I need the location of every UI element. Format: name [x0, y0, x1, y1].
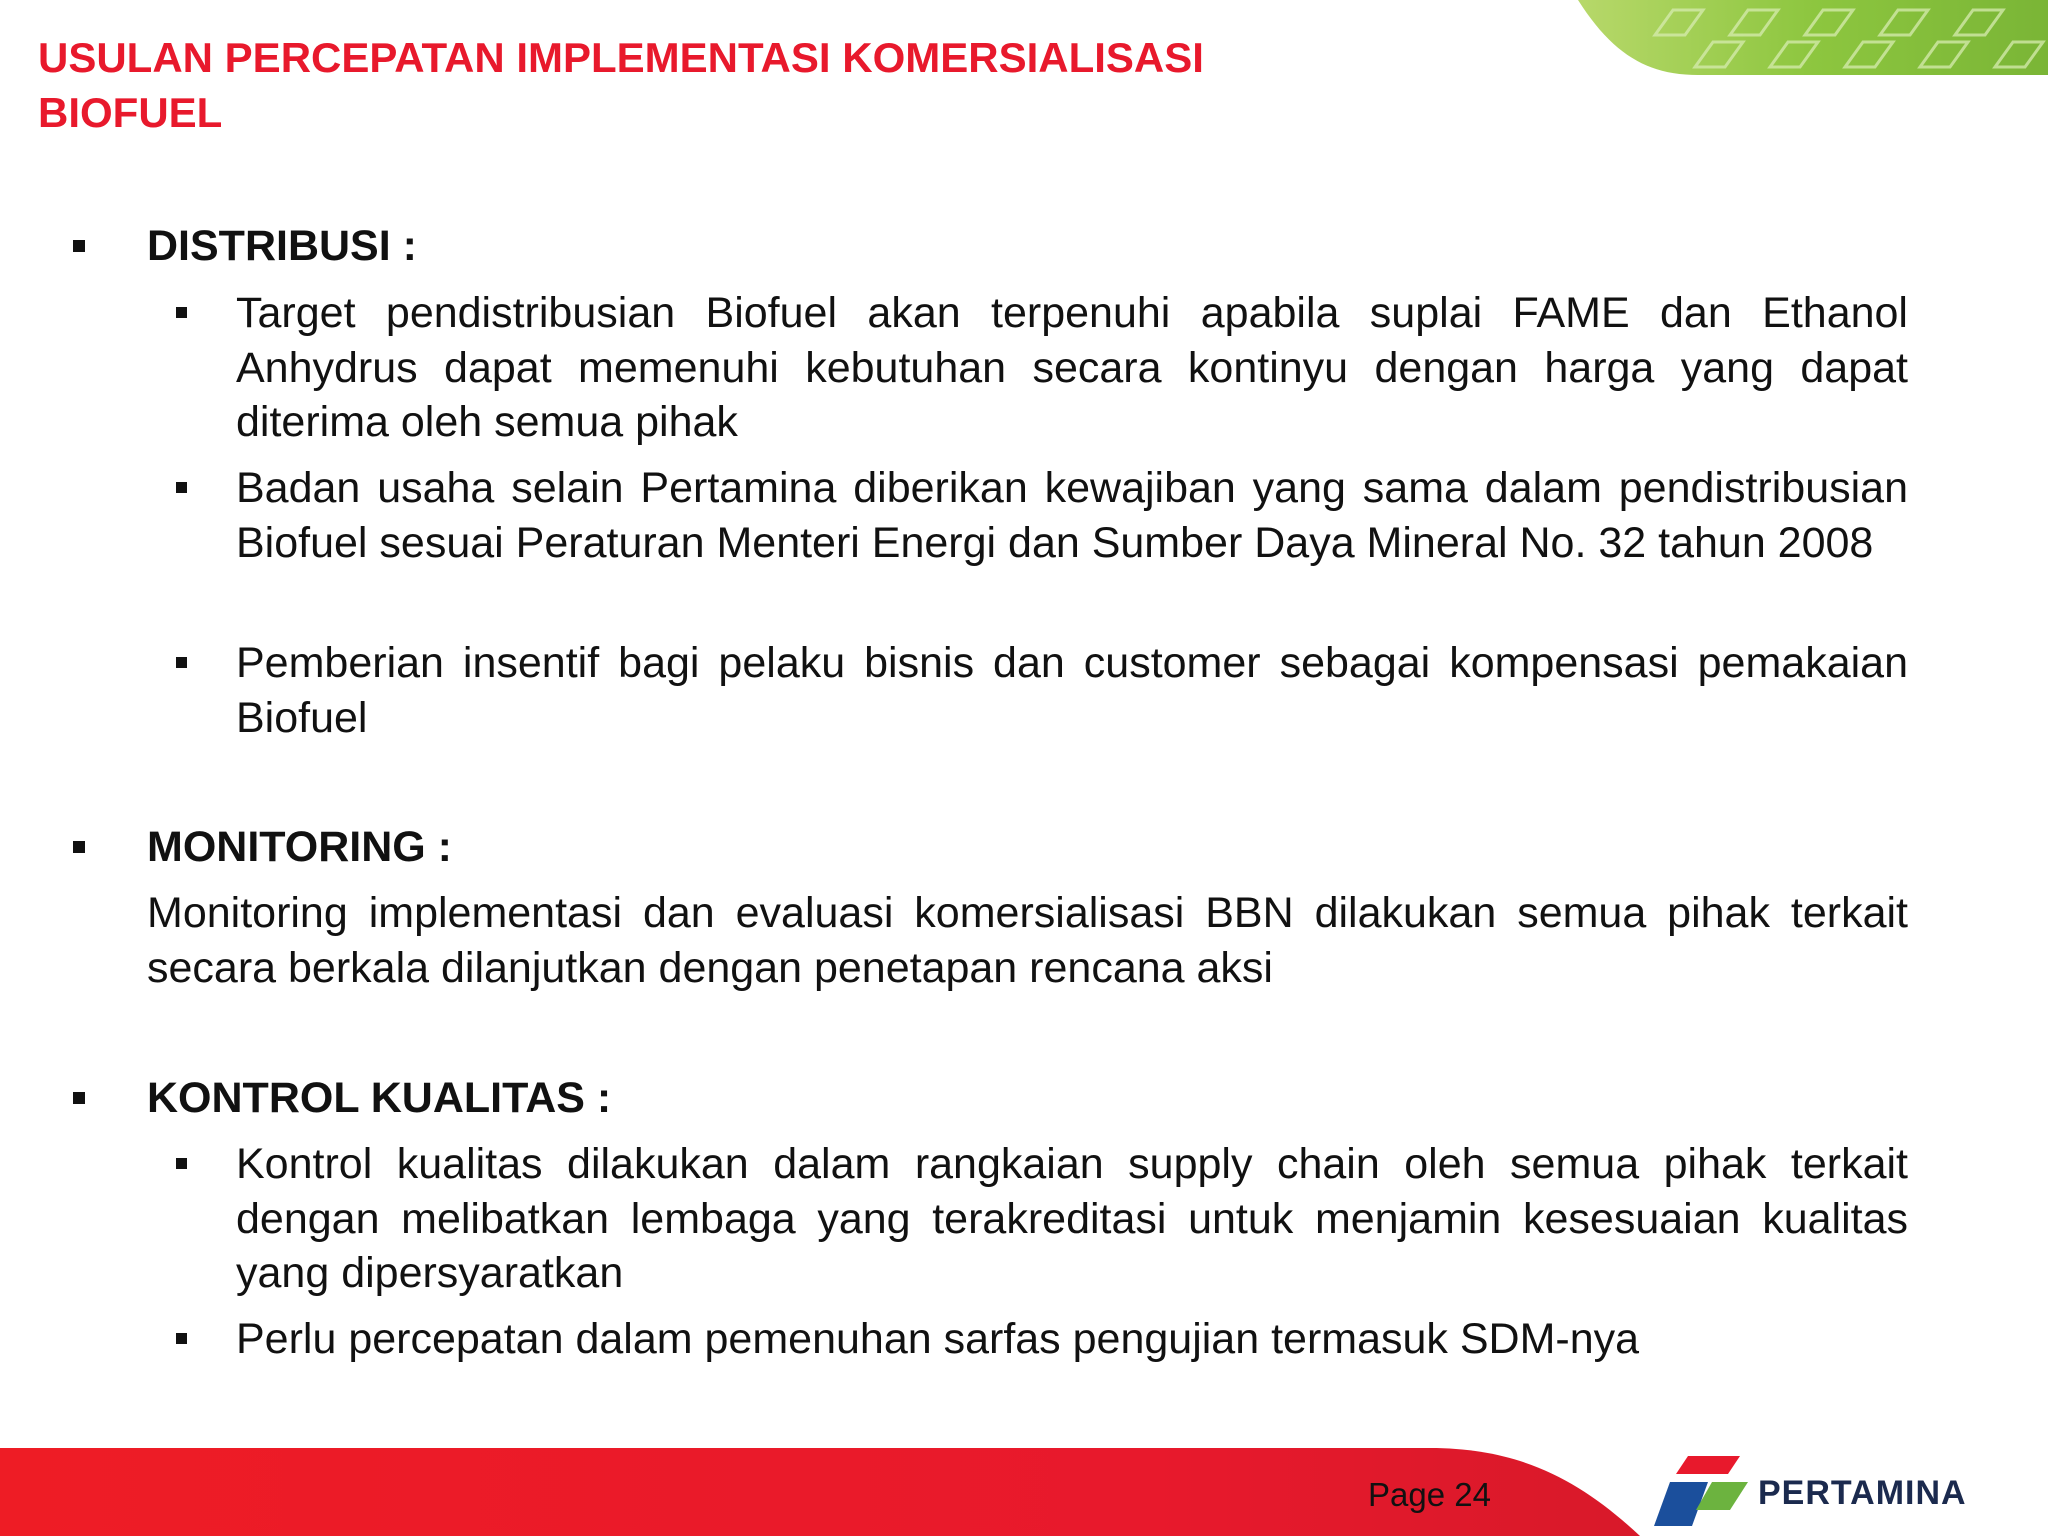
list-item-kontrol-2: Perlu percepatan dalam pemenuhan sarfas pengujian termasuk SDM-nya: [236, 1312, 1908, 1367]
slide-title-line-1: USULAN PERCEPATAN IMPLEMENTASI KOMERSIALISASI: [38, 34, 1204, 81]
header-decoration: [1578, 0, 2048, 80]
bullet-monitoring: [73, 841, 85, 853]
section-heading-distribusi: DISTRIBUSI :: [147, 222, 417, 270]
slide-title-line-2: BIOFUEL: [38, 89, 223, 136]
brand-name: PERTAMINA: [1758, 1474, 1967, 1512]
page-number: Page 24: [1368, 1476, 1491, 1513]
monitoring-paragraph: Monitoring implementasi dan evaluasi komersialisasi BBN dilakukan semua pihak terkait secara berkala dilanjutkan dengan penetapan rencana aksi: [147, 889, 1908, 992]
list-item-distribusi-2: Badan usaha selain Pertamina diberikan kewajiban yang sama dalam pendistribusian Biofuel sesuai Peraturan Menteri Energi dan Sumber Daya Mineral No. 32 tahun 2008: [236, 461, 1908, 570]
slide-title: [38, 30, 1438, 140]
pertamina-logo-icon: [1648, 1450, 1750, 1530]
bullet-distribusi: [73, 240, 85, 252]
section-heading-kontrol-kualitas: KONTROL KUALITAS :: [147, 1074, 612, 1122]
list-item-distribusi-1: Target pendistribusian Biofuel akan terpenuhi apabila suplai FAME dan Ethanol Anhydrus dapat memenuhi kebutuhan secara kontinyu dengan harga yang dapat diterima oleh semua pihak: [236, 286, 1908, 450]
list-item-kontrol-1: Kontrol kualitas dilakukan dalam rangkaian supply chain oleh semua pihak terkait dengan melibatkan lembaga yang terakreditasi untuk menjamin kesesuaian kualitas yang dipersyaratkan: [236, 1137, 1908, 1301]
bullet-kontrol-kualitas: [73, 1092, 85, 1104]
list-item-distribusi-3: Pemberian insentif bagi pelaku bisnis dan customer sebagai kompensasi pemakaian Biofuel: [236, 636, 1908, 745]
section-heading-monitoring: MONITORING :: [147, 823, 452, 871]
